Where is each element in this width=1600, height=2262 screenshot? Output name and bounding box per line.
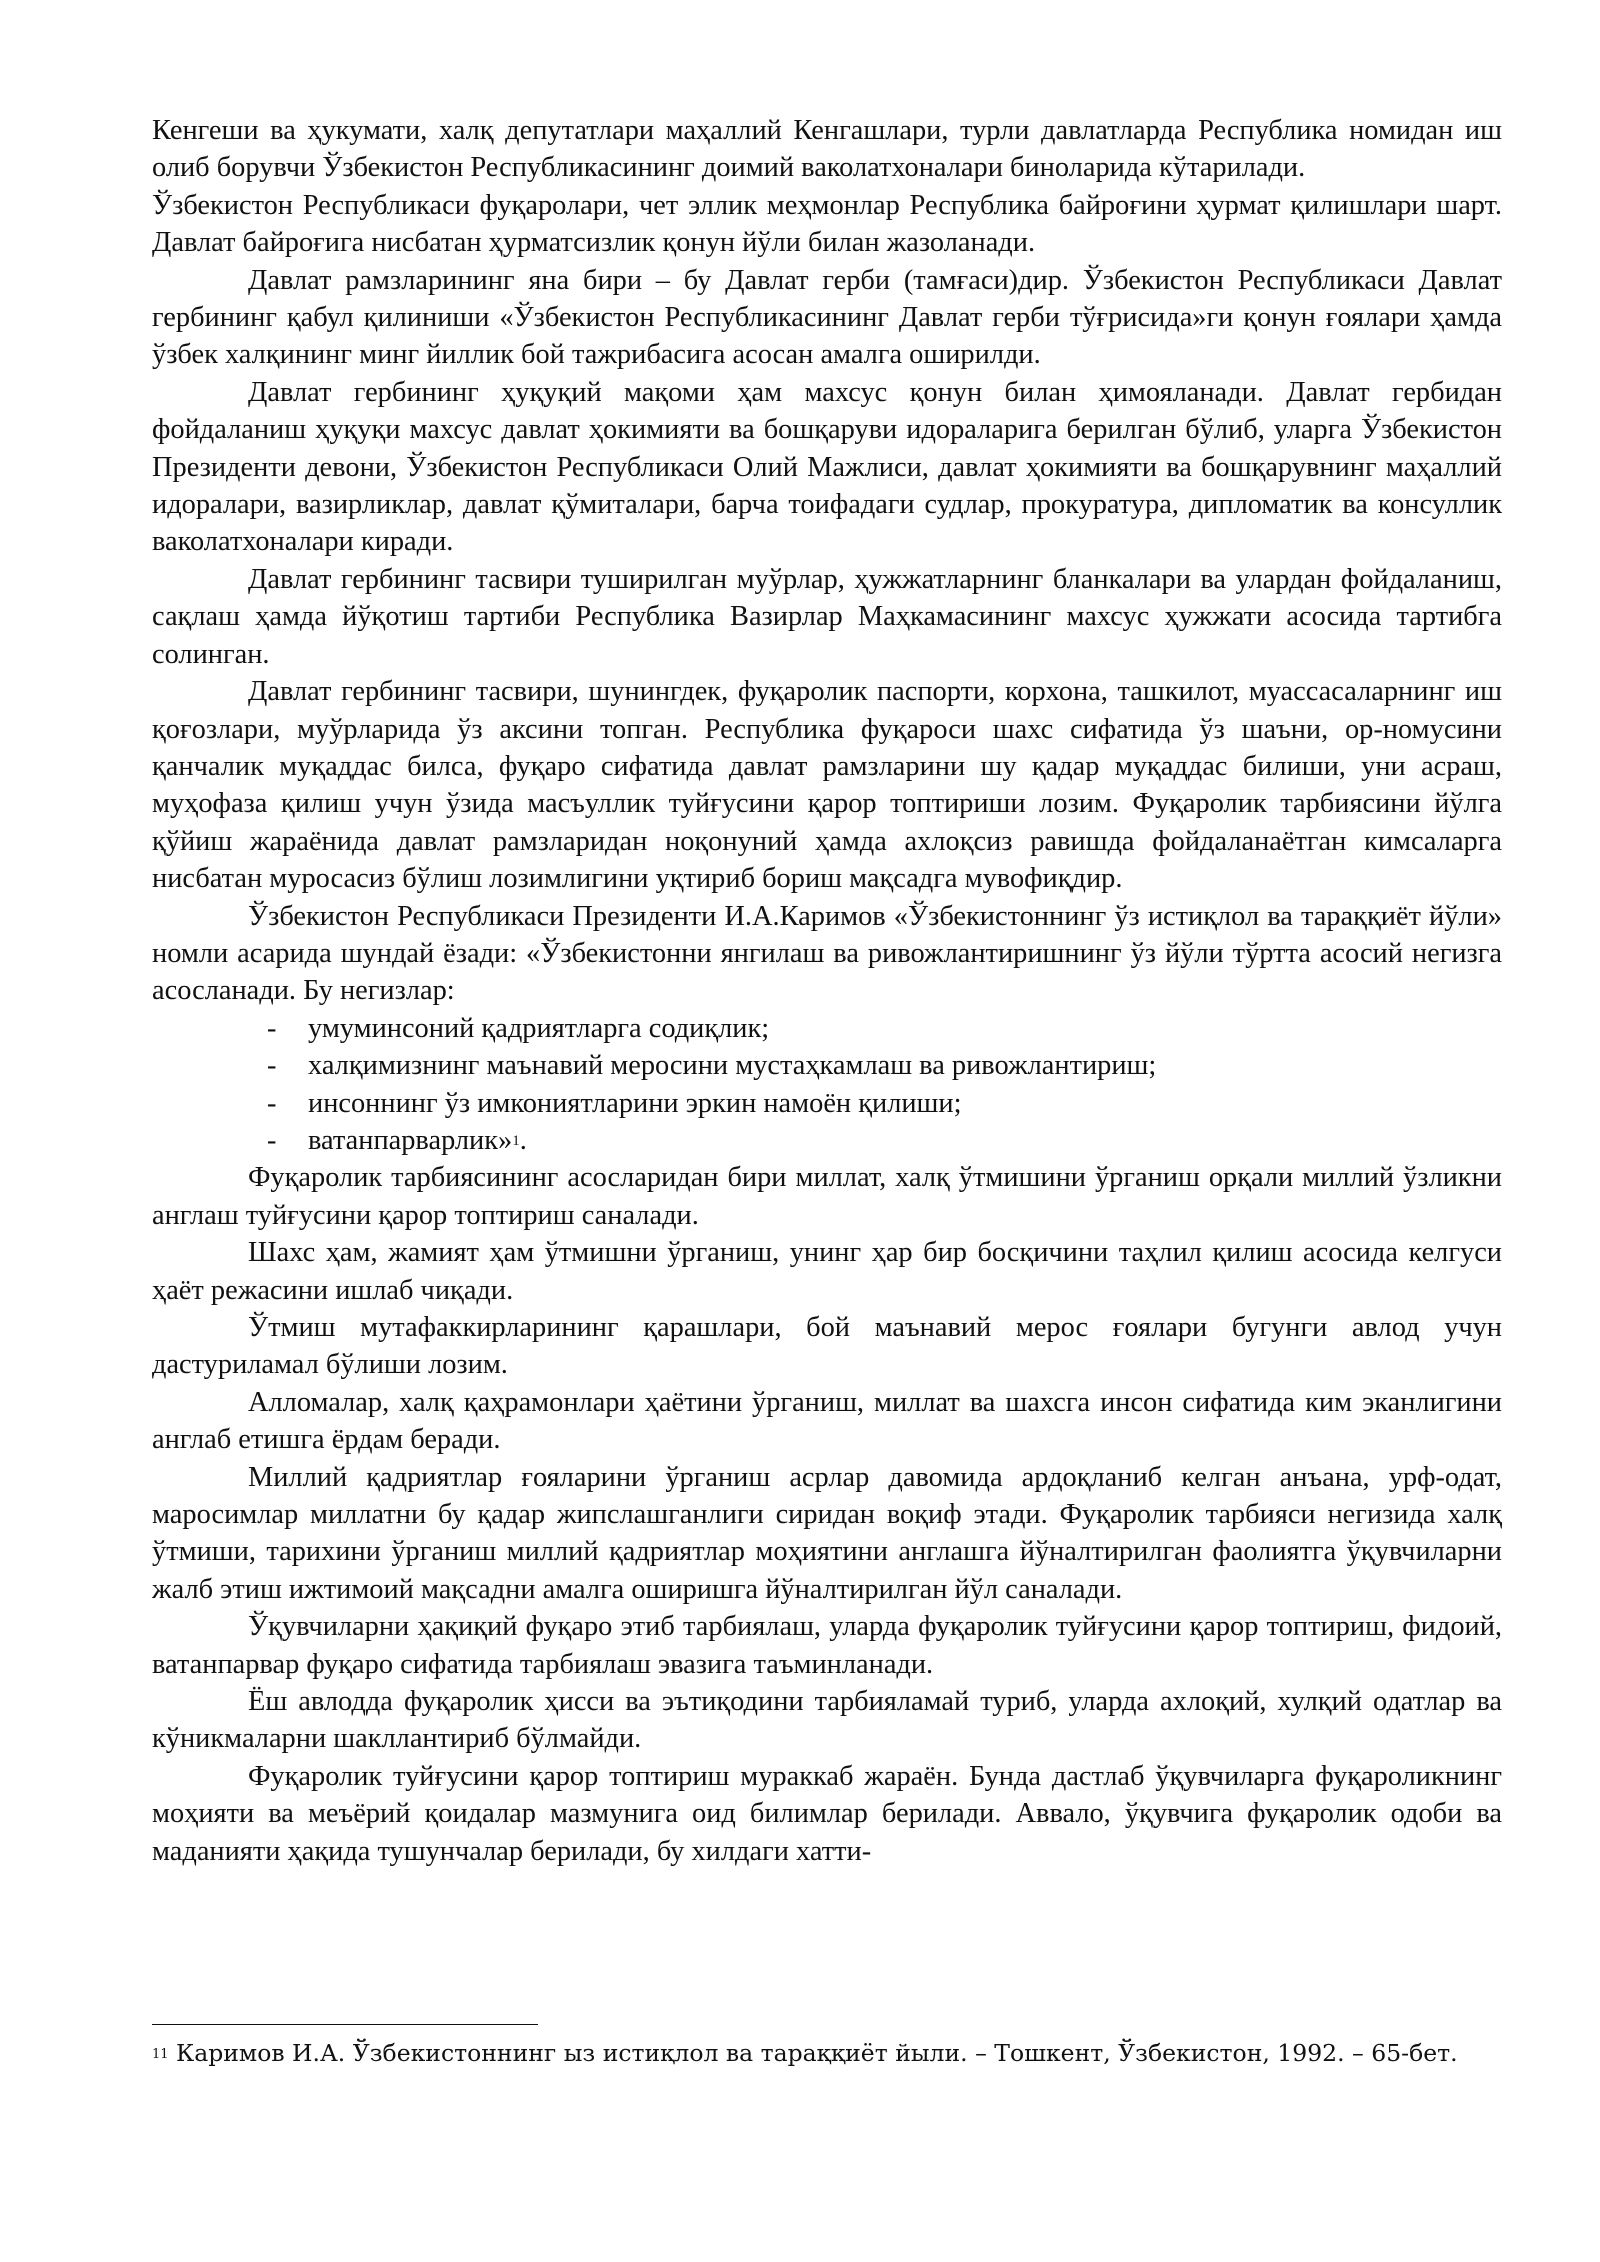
paragraph: Кенгеши ва ҳукумати, халқ депутатлари маҳаллий Кенгашлари, турли давлатларда Республика номидан иш олиб борувчи Ўзбекистон Республикасининг доимий ваколатхоналари биноларида кўтарилади.	[152, 115, 1502, 184]
list-item	[152, 1122, 1502, 1159]
paragraph: Ўқувчиларни ҳақиқий фуқаро этиб тарбиялаш, уларда фуқаролик туйғусини қарор топтириш, фидоий, ватанпарвар фуқаро сифатида тарбиялаш эвазига таъминланади.	[152, 1611, 1502, 1680]
footnote-reference[interactable]: 1	[512, 1132, 520, 1149]
list-item-tail: .	[519, 1124, 527, 1156]
paragraph: Давлат рамзларининг яна бири – бу Давлат герби (тамғаси)дир. Ўзбекистон Республикаси Давлат гербининг қабул қилиниши «Ўзбекистон Республикасининг Давлат герби тўғрисида»ги қонун ғоялари ҳамда ўзбек халқининг минг йиллик бой тажрибасига асосан амалга оширилди.	[152, 264, 1502, 371]
list-item	[152, 1047, 1502, 1084]
paragraph: Давлат гербининг ҳуқуқий мақоми ҳам махсус қонун билан ҳимояланади. Давлат гербидан фойдаланиш ҳуқуқи махсус давлат ҳокимияти ва бошқаруви идораларига берилган бўлиб, уларга Ўзбекистон Президенти девони, Ўзбекистон Республикаси Олий Мажлиси, давлат ҳокимияти ва бошқарувнинг маҳаллий идоралари, вазирликлар, давлат қўмиталари, барча тоифадаги судлар, прокуратура, дипломатик ва консуллик ваколатхоналари киради.	[152, 376, 1502, 558]
bullet-dash: -	[267, 1124, 277, 1156]
paragraph: Ўзбекистон Республикаси Президенти И.А.Каримов «Ўзбекистоннинг ўз истиқлол ва тараққиёт йўли» номли асарида шундай ёзади: «Ўзбекистонни янгилаш ва ривожлантиришнинг ўз йўли тўртта асосий негизга асосланади. Бу негизлар:	[152, 900, 1502, 1007]
footnote-text: Каримов И.А. Ўзбекистоннинг ыз истиқлол ва тараққиёт йыли. – Тошкент, Ўзбекистон, 1992. – 65-бет.	[168, 2039, 1458, 2067]
paragraph: Шахс ҳам, жамият ҳам ўтмишни ўрганиш, унинг ҳар бир босқичини таҳлил қилиш асосида келгуси ҳаёт режасини ишлаб чиқади.	[152, 1237, 1502, 1306]
paragraph: Миллий қадриятлар ғояларини ўрганиш асрлар давомида ардоқланиб келган анъана, урф-одат, маросимлар миллатни бу қадар жипслашганлиги сиридан воқиф этади. Фуқаролик тарбияси негизида халқ ўтмиши, тарихини ўрганиш миллий қадриятлар моҳиятини англашга йўналтирилган фаолиятга ўқувчиларни жалб этиш ижтимоий мақсадни амалга оширишга йўналтирилган йўл саналади.	[152, 1461, 1502, 1605]
footnote	[152, 2036, 1502, 2071]
footnote-separator	[152, 2024, 538, 2025]
list-item-text: халқимизнинг маънавий меросини мустаҳкамлаш ва ривожлантириш;	[308, 1050, 1157, 1082]
list-item-text: инсоннинг ўз имкониятларини эркин намоён қилиши;	[308, 1087, 962, 1119]
paragraph: Фуқаролик туйғусини қарор топтириш мураккаб жараён. Бунда дастлаб ўқувчиларга фуқароликнинг моҳияти ва меъёрий қоидалар мазмунига оид билимлар берилади. Аввало, ўқувчига фуқаролик одоби ва маданияти ҳақида тушунчалар берилади, бу хилдаги хатти-	[152, 1760, 1502, 1867]
paragraph: Ўтмиш мутафаккирларининг қарашлари, бой маънавий мерос ғоялари бугунги авлод учун дастуриламал бўлиши лозим.	[152, 1312, 1502, 1381]
list-item-text: ватанпарварлик»	[308, 1124, 513, 1156]
paragraph: Ўзбекистон Республикаси фуқаролари, чет эллик меҳмонлар Республика байроғини ҳурмат қилишлари шарт. Давлат байроғига нисбатан ҳурматсизлик қонун йўли билан жазоланади.	[152, 189, 1502, 259]
document-body	[152, 112, 1502, 1870]
paragraph: Давлат гербининг тасвири, шунингдек, фуқаролик паспорти, корхона, ташкилот, муассасаларнинг иш қоғозлари, муўрларида ўз аксини топган. Республика фуқароси шахс сифатида ўз шаъни, ор-номусини қанчалик муқаддас билса, фуқаро сифатида давлат рамзларини шу қадар муқаддас билиши, уни асраш, муҳофаза қилиш учун ўзида масъуллик туйғусини қарор топтириши лозим. Фуқаролик тарбиясини йўлга қўйиш жараёнида давлат рамзларидан ноқонуний ҳамда ахлоқсиз равишда фойдаланаётган кимсаларга нисбатан муросасиз бўлиш лозимлигини уқтириб бориш мақсадга мувофиқдир.	[152, 676, 1502, 895]
bullet-dash: -	[267, 1087, 277, 1119]
paragraph: Фуқаролик тарбиясининг асосларидан бири миллат, халқ ўтмишини ўрганиш орқали миллий ўзликни англаш туйғусини қарор топтириш саналади.	[152, 1162, 1502, 1231]
paragraph: Ёш авлодда фуқаролик ҳисси ва эътиқодини тарбияламай туриб, уларда ахлоқий, хулқий одатлар ва кўникмаларни шакллантириб бўлмайди.	[152, 1686, 1502, 1755]
bullet-list	[152, 1010, 1502, 1160]
paragraph: Алломалар, халқ қаҳрамонлари ҳаётини ўрганиш, миллат ва шахсга инсон сифатида ким эканлигини англаб етишга ёрдам беради.	[152, 1386, 1502, 1456]
list-item	[152, 1010, 1502, 1047]
list-item	[152, 1085, 1502, 1122]
bullet-dash: -	[267, 1012, 277, 1044]
footnote-marker: 11	[152, 2047, 169, 2062]
paragraph: Давлат гербининг тасвири туширилган муўрлар, ҳужжатларнинг бланкалари ва улардан фойдаланиш, сақлаш ҳамда йўқотиш тартиби Республика Вазирлар Маҳкамасининг махсус ҳужжати асосида тартибга солинган.	[152, 563, 1502, 670]
bullet-dash: -	[267, 1050, 277, 1082]
list-item-text: умуминсоний қадриятларга содиқлик;	[308, 1012, 770, 1044]
